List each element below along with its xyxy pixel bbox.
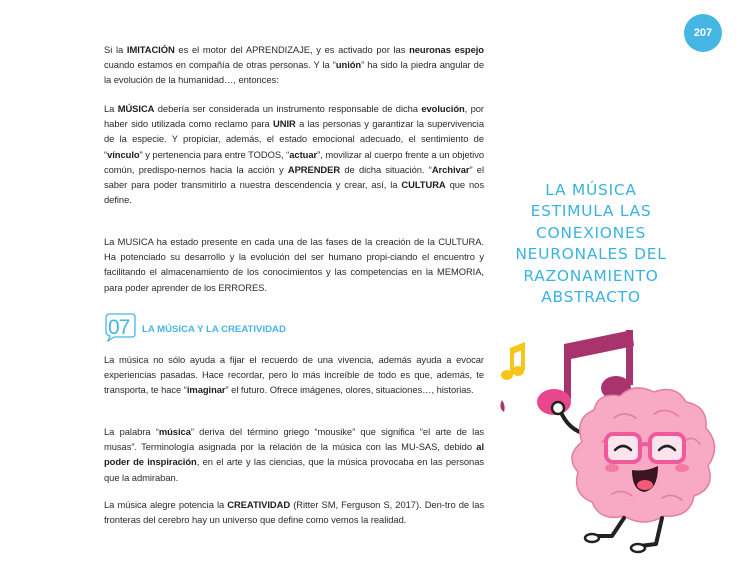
- emphasis-text: actuar: [289, 148, 318, 160]
- emphasis-text: CULTURA: [401, 179, 446, 191]
- emphasis-text: imaginar: [186, 384, 226, 396]
- body-text: , en el arte y las ciencias, que la música provocaba en las personas que la admiraban.: [104, 456, 484, 483]
- body-text: Si la: [104, 44, 127, 55]
- paragraph-memory: [104, 352, 484, 398]
- body-text: que nos define.: [104, 179, 484, 206]
- body-text: es el motor del APRENDIZAJE, y es activado por las: [174, 44, 410, 55]
- body-text: cuando estamos en compañía de otras personas. Y la “: [104, 59, 336, 71]
- body-text: ”, movilizar al cuerpo frente a un objetivo común, predispo-nernos hacia la acción y: [104, 148, 484, 175]
- paragraph-etymology: [104, 424, 484, 485]
- body-text: La palabra “: [104, 426, 159, 437]
- body-text: debería ser considerada un instrumento responsable de dicha: [154, 103, 422, 114]
- emphasis-text: unión: [335, 59, 362, 71]
- brain-character-icon: [572, 388, 715, 522]
- emphasis-text: vínculo: [107, 148, 140, 160]
- body-text: ” y pertenencia para entre TODOS, “: [139, 148, 290, 160]
- body-text: ” el futuro. Ofrece imágenes, olores, situaciones…, historias.: [225, 384, 474, 396]
- section-number: 07: [108, 316, 130, 339]
- emphasis-text: Archivar: [431, 163, 470, 175]
- yellow-music-note-icon: [501, 342, 525, 380]
- emphasis-text: MÚSICA: [117, 103, 155, 114]
- body-text: ” deriva del término griego “mousike” que significa “el arte de las musas”. Terminología asignada por la relación de la música con las MU-SAS, debido: [104, 426, 484, 453]
- emphasis-text: música: [158, 426, 191, 437]
- body-text: La música no sólo ayuda a fijar el recuerdo de una vivencia, además ayuda a evocar experiencias pasadas. Hace recordar, pero lo más increíble de todo es que, además, te transporta, te hace “: [104, 354, 484, 396]
- paragraph-creativity: [104, 497, 484, 527]
- body-text: , por haber sido utilizada como reclamo para: [104, 103, 484, 130]
- emphasis-text: UNIR: [273, 118, 296, 130]
- emphasis-text: al poder de inspiración: [104, 441, 484, 468]
- body-text: (Ritter SM, Ferguson S, 2017). Den-tro de las fronteras del cerebro hay un universo que define como vemos la realidad.: [104, 499, 484, 526]
- paragraph-imitation: [104, 42, 484, 88]
- emphasis-text: CREATIVIDAD: [227, 499, 291, 510]
- body-text: ” el saber para poder transmitirlo a nuestra descendencia y crear, así, la: [104, 163, 485, 191]
- body-text: ” ha sido la piedra angular de la evolución de la humanidad…, entonces:: [104, 59, 485, 86]
- page-number-badge: 207: [684, 14, 722, 52]
- body-text: de dicha situación. “: [340, 163, 432, 175]
- pull-quote-headline: LA MÚSICA ESTIMULA LAS CONEXIONES NEURONALES DEL RAZONAMIENTO ABSTRACTO: [515, 181, 667, 307]
- body-text: La música alegre potencia la: [104, 499, 228, 510]
- emphasis-text: evolución: [421, 103, 465, 114]
- body-text: La: [104, 103, 118, 114]
- paragraph-music-evolution: [104, 101, 484, 207]
- body-text: a las personas y garantizar la supervivencia de la especie. Y propiciar, además, el estado emocional adecuado, el sentimiento de “: [104, 118, 484, 160]
- section-heading: [104, 312, 404, 346]
- small-music-note-icon: [500, 400, 504, 412]
- section-title: LA MÚSICA Y LA CREATIVIDAD: [142, 324, 286, 335]
- emphasis-text: IMITACIÓN: [126, 44, 175, 55]
- emphasis-text: APRENDER: [287, 163, 341, 175]
- body-text: La MUSICA ha estado presente en cada una de las fases de la creación de la CULTURA. Ha potenciado su desarrollo y la evolución del ser humano propi-ciando el encuentro y facilitando el almacenamiento de los conocimientos y las competencias en la MEMORIA, para poder aprender de los ERRORES.: [104, 236, 484, 293]
- paragraph-music-culture: [104, 234, 484, 295]
- emphasis-text: neuronas espejo: [409, 44, 484, 55]
- singing-brain-illustration: [494, 322, 737, 563]
